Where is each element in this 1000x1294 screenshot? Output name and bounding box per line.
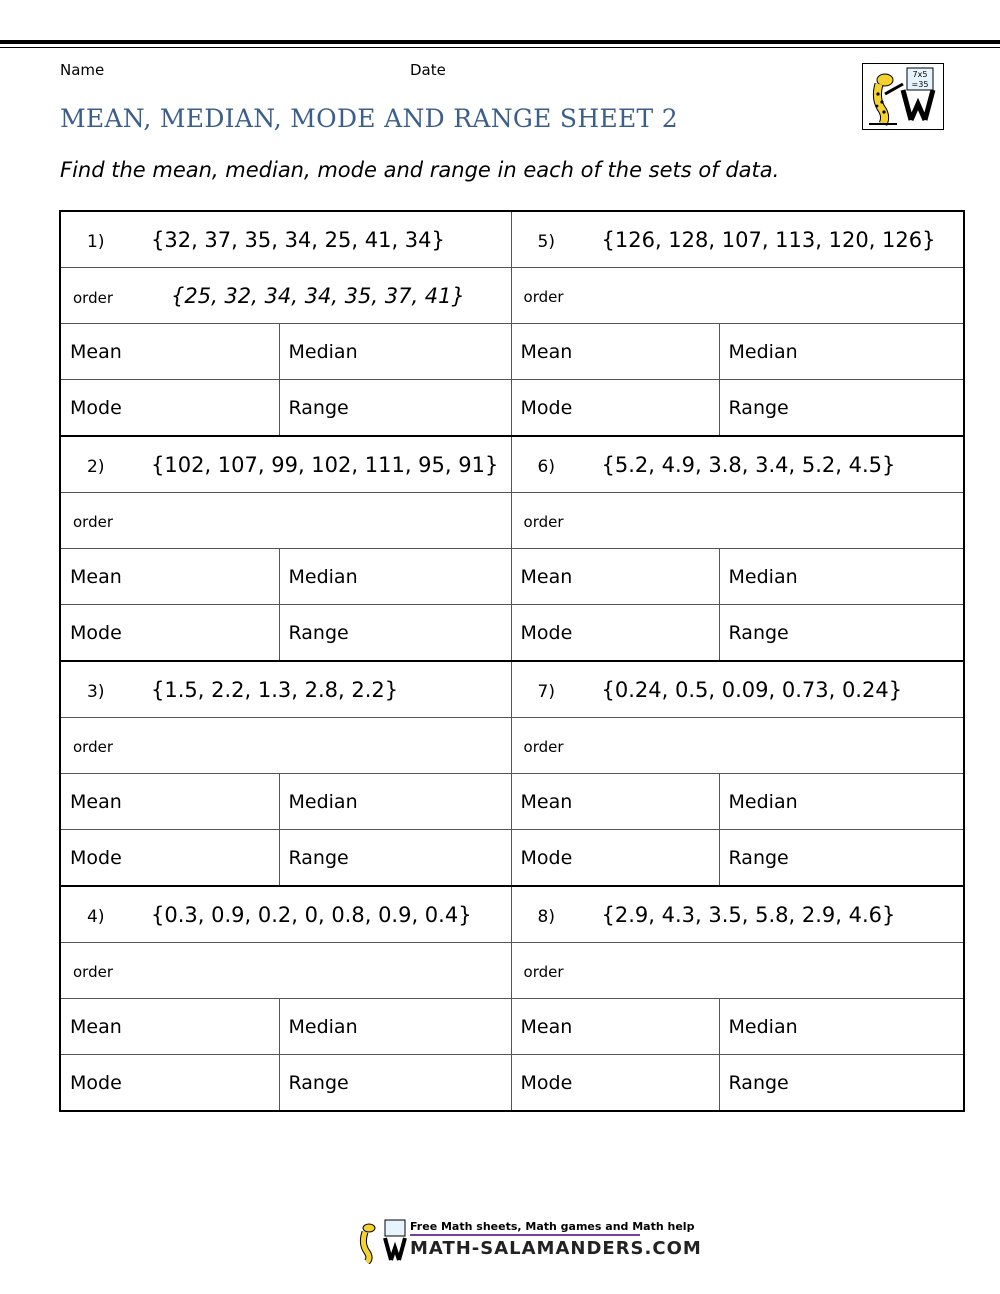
data-set: {0.24, 0.5, 0.09, 0.73, 0.24} <box>601 677 903 702</box>
problem-row <box>60 886 964 943</box>
median-answer-cell[interactable] <box>719 324 964 380</box>
median-answer-cell[interactable] <box>279 549 511 605</box>
median-answer-cell[interactable] <box>279 324 511 380</box>
order-cell <box>60 268 511 324</box>
mode-label: Mode <box>70 1071 122 1094</box>
problem-number: 3) <box>87 681 105 702</box>
problem-cell <box>60 211 511 268</box>
mode-range-row <box>60 830 964 887</box>
data-set: {0.3, 0.9, 0.2, 0, 0.8, 0.9, 0.4} <box>151 902 472 927</box>
order-row <box>60 943 964 999</box>
range-label: Range <box>288 396 349 419</box>
order-label: order <box>73 512 113 531</box>
mode-answer-cell[interactable] <box>60 1055 279 1112</box>
data-set: {5.2, 4.9, 3.8, 3.4, 5.2, 4.5} <box>601 452 896 477</box>
order-cell <box>511 943 964 999</box>
problem-number: 2) <box>87 456 105 477</box>
median-label: Median <box>728 1015 798 1038</box>
order-label: order <box>73 962 113 981</box>
mode-answer-cell[interactable] <box>511 830 719 887</box>
top-rule-thin <box>0 47 1000 48</box>
range-answer-cell[interactable] <box>279 830 511 887</box>
mean-answer-cell[interactable] <box>511 774 719 830</box>
order-cell <box>60 943 511 999</box>
mode-range-row <box>60 380 964 437</box>
range-answer-cell[interactable] <box>279 605 511 662</box>
mode-label: Mode <box>70 396 122 419</box>
median-answer-cell[interactable] <box>279 999 511 1055</box>
mean-median-row <box>60 324 964 380</box>
mode-label: Mode <box>520 621 573 644</box>
mode-answer-cell[interactable] <box>60 830 279 887</box>
median-answer-cell[interactable] <box>719 774 964 830</box>
order-cell <box>511 718 964 774</box>
footer-tagline: Free Math sheets, Math games and Math help <box>410 1220 695 1233</box>
mode-label: Mode <box>520 846 573 869</box>
mean-answer-cell[interactable] <box>60 549 279 605</box>
problem-cell <box>511 886 964 943</box>
mean-answer-cell[interactable] <box>60 774 279 830</box>
problem-number: 4) <box>87 906 105 927</box>
logo-text-top: 7x5 <box>912 70 928 79</box>
mean-answer-cell[interactable] <box>511 549 719 605</box>
mode-label: Mode <box>70 846 122 869</box>
problem-row <box>60 211 964 268</box>
range-label: Range <box>728 846 789 869</box>
problem-row <box>60 436 964 493</box>
order-label: order <box>523 737 564 756</box>
problem-row <box>60 661 964 718</box>
range-answer-cell[interactable] <box>719 830 964 887</box>
mode-answer-cell[interactable] <box>511 605 719 662</box>
order-cell <box>60 718 511 774</box>
mode-answer-cell[interactable] <box>511 1055 719 1112</box>
mean-label: Mean <box>70 565 122 588</box>
problem-cell <box>511 436 964 493</box>
median-label: Median <box>288 565 358 588</box>
salamander-logo <box>862 63 944 130</box>
date-label: Date <box>410 61 446 79</box>
mode-answer-cell[interactable] <box>511 380 719 437</box>
mean-answer-cell[interactable] <box>60 999 279 1055</box>
mode-label: Mode <box>520 396 573 419</box>
problem-number: 1) <box>87 231 105 252</box>
page-title: MEAN, MEDIAN, MODE AND RANGE SHEET 2 <box>60 104 678 133</box>
median-label: Median <box>728 790 798 813</box>
mode-range-row <box>60 605 964 662</box>
problem-number: 6) <box>537 456 555 477</box>
order-row <box>60 268 964 324</box>
mode-answer-cell[interactable] <box>60 605 279 662</box>
order-label: order <box>73 288 113 307</box>
median-answer-cell[interactable] <box>719 549 964 605</box>
data-set: {102, 107, 99, 102, 111, 95, 91} <box>151 452 499 477</box>
problem-cell <box>60 436 511 493</box>
order-label: order <box>523 512 564 531</box>
range-label: Range <box>288 621 349 644</box>
problem-number: 8) <box>537 906 555 927</box>
mean-label: Mean <box>520 790 573 813</box>
mean-label: Mean <box>70 340 122 363</box>
median-label: Median <box>288 1015 358 1038</box>
range-answer-cell[interactable] <box>719 605 964 662</box>
median-answer-cell[interactable] <box>279 774 511 830</box>
problem-cell <box>511 661 964 718</box>
problems-table <box>59 210 965 1112</box>
mode-label: Mode <box>520 1071 573 1094</box>
mean-answer-cell[interactable] <box>511 324 719 380</box>
mean-median-row <box>60 549 964 605</box>
order-row <box>60 718 964 774</box>
median-label: Median <box>728 565 798 588</box>
range-label: Range <box>288 846 349 869</box>
range-label: Range <box>728 396 789 419</box>
mean-median-row <box>60 999 964 1055</box>
order-label: order <box>73 737 113 756</box>
range-answer-cell[interactable] <box>719 380 964 437</box>
mean-label: Mean <box>70 1015 122 1038</box>
order-cell <box>60 493 511 549</box>
problem-number: 5) <box>537 231 555 252</box>
range-label: Range <box>288 1071 349 1094</box>
order-row <box>60 493 964 549</box>
mean-answer-cell[interactable] <box>60 324 279 380</box>
median-label: Median <box>728 340 798 363</box>
order-cell <box>511 493 964 549</box>
order-label: order <box>523 962 564 981</box>
problem-number: 7) <box>537 681 555 702</box>
mode-answer-cell[interactable] <box>60 380 279 437</box>
data-set: {126, 128, 107, 113, 120, 126} <box>601 227 936 252</box>
order-cell <box>511 268 964 324</box>
ordered-data-answer[interactable]: {25, 32, 34, 34, 35, 37, 41} <box>171 283 465 308</box>
range-answer-cell[interactable] <box>719 1055 964 1112</box>
mean-label: Mean <box>70 790 122 813</box>
range-answer-cell[interactable] <box>279 380 511 437</box>
data-set: {1.5, 2.2, 1.3, 2.8, 2.2} <box>151 677 399 702</box>
mode-range-row <box>60 1055 964 1112</box>
footer-site-link[interactable]: MATH-SALAMANDERS.COM <box>410 1238 702 1259</box>
mode-label: Mode <box>70 621 122 644</box>
problem-cell <box>60 661 511 718</box>
median-answer-cell[interactable] <box>719 999 964 1055</box>
data-set: {2.9, 4.3, 3.5, 5.8, 2.9, 4.6} <box>601 902 896 927</box>
order-label: order <box>523 287 564 306</box>
footer-underline <box>410 1234 640 1236</box>
name-label: Name <box>60 61 105 79</box>
mean-label: Mean <box>520 340 573 363</box>
data-set: {32, 37, 35, 34, 25, 41, 34} <box>151 227 445 252</box>
mean-median-row <box>60 774 964 830</box>
range-answer-cell[interactable] <box>279 1055 511 1112</box>
mean-answer-cell[interactable] <box>511 999 719 1055</box>
problem-cell <box>511 211 964 268</box>
range-label: Range <box>728 621 789 644</box>
median-label: Median <box>288 340 358 363</box>
median-label: Median <box>288 790 358 813</box>
top-rule <box>0 40 1000 44</box>
instructions: Find the mean, median, mode and range in each of the sets of data. <box>60 158 780 182</box>
mean-label: Mean <box>520 1015 573 1038</box>
range-label: Range <box>728 1071 789 1094</box>
mean-label: Mean <box>520 565 573 588</box>
problem-cell <box>60 886 511 943</box>
logo-text-bottom: =35 <box>911 80 929 89</box>
